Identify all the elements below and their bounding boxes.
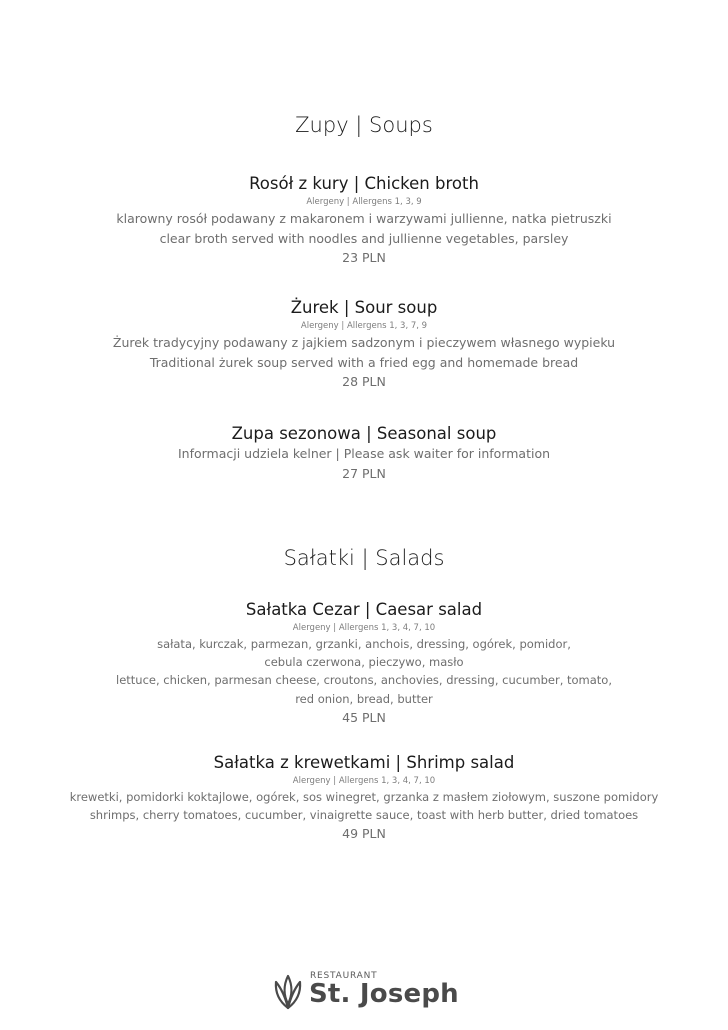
- item-allergens: Alergeny | Allergens 1, 3, 9: [306, 197, 422, 207]
- item-description-en-2: red onion, bread, butter: [295, 691, 433, 706]
- item-price: 49 PLN: [342, 826, 386, 842]
- item-price: 28 PLN: [342, 374, 386, 389]
- menu-item-chicken-broth: [0, 174, 728, 268]
- item-price: 45 PLN: [342, 709, 386, 725]
- item-price: 23 PLN: [342, 250, 386, 265]
- logo-title: St. Joseph: [309, 979, 459, 1009]
- item-description-pl: klarowny rosół podawany z makaronem i warzywami jullienne, natka pietruszki: [116, 211, 612, 226]
- item-description-pl: krewetki, pomidorki koktajlowe, ogórek, sos winegret, grzanka z masłem ziołowym, suszone pomidory: [69, 790, 659, 804]
- menu-item-shrimp-salad: [0, 753, 728, 844]
- item-description-pl-2: cebula czerwona, pieczywo, masło: [264, 655, 464, 670]
- restaurant-logo: [271, 970, 471, 1014]
- logo-subtitle: RESTAURANT: [310, 971, 378, 981]
- item-description-en: Traditional żurek soup served with a fried egg and homemade bread: [149, 354, 579, 370]
- menu-item-caesar-salad: [0, 600, 728, 728]
- item-name: Rosół z kury | Chicken broth: [249, 174, 479, 193]
- menu-item-sour-soup: [0, 298, 728, 392]
- item-price: 27 PLN: [342, 465, 386, 481]
- item-allergens: Alergeny | Allergens 1, 3, 4, 7, 10: [292, 776, 436, 786]
- item-description: Informacji udziela kelner | Please ask waiter for information: [177, 446, 551, 461]
- section-title-salads: Sałatki | Salads: [283, 546, 445, 570]
- item-description-en: clear broth served with noodles and jullienne vegetables, parsley: [159, 230, 569, 246]
- item-allergens: Alergeny | Allergens 1, 3, 7, 9: [300, 321, 428, 331]
- item-description-pl: Żurek tradycyjny podawany z jajkiem sadzonym i pieczywem własnego wypieku: [112, 335, 616, 350]
- item-description-en: shrimps, cherry tomatoes, cucumber, vinaigrette sauce, toast with herb butter, dried tomatoes: [89, 808, 639, 823]
- item-allergens: Alergeny | Allergens 1, 3, 4, 7, 10: [292, 623, 436, 633]
- lotus-leaf-icon: [271, 974, 305, 1010]
- menu-item-seasonal-soup: [0, 424, 728, 483]
- item-name: Zupa sezonowa | Seasonal soup: [231, 424, 497, 443]
- item-name: Sałatka z krewetkami | Shrimp salad: [213, 753, 515, 772]
- section-title-soups: Zupy | Soups: [295, 113, 433, 137]
- item-description-pl-1: sałata, kurczak, parmezan, grzanki, anchois, dressing, ogórek, pomidor,: [157, 637, 571, 651]
- item-description-en-1: lettuce, chicken, parmesan cheese, croutons, anchovies, dressing, cucumber, tomato,: [116, 673, 612, 688]
- item-name: Żurek | Sour soup: [290, 298, 438, 317]
- item-name: Sałatka Cezar | Caesar salad: [245, 600, 483, 619]
